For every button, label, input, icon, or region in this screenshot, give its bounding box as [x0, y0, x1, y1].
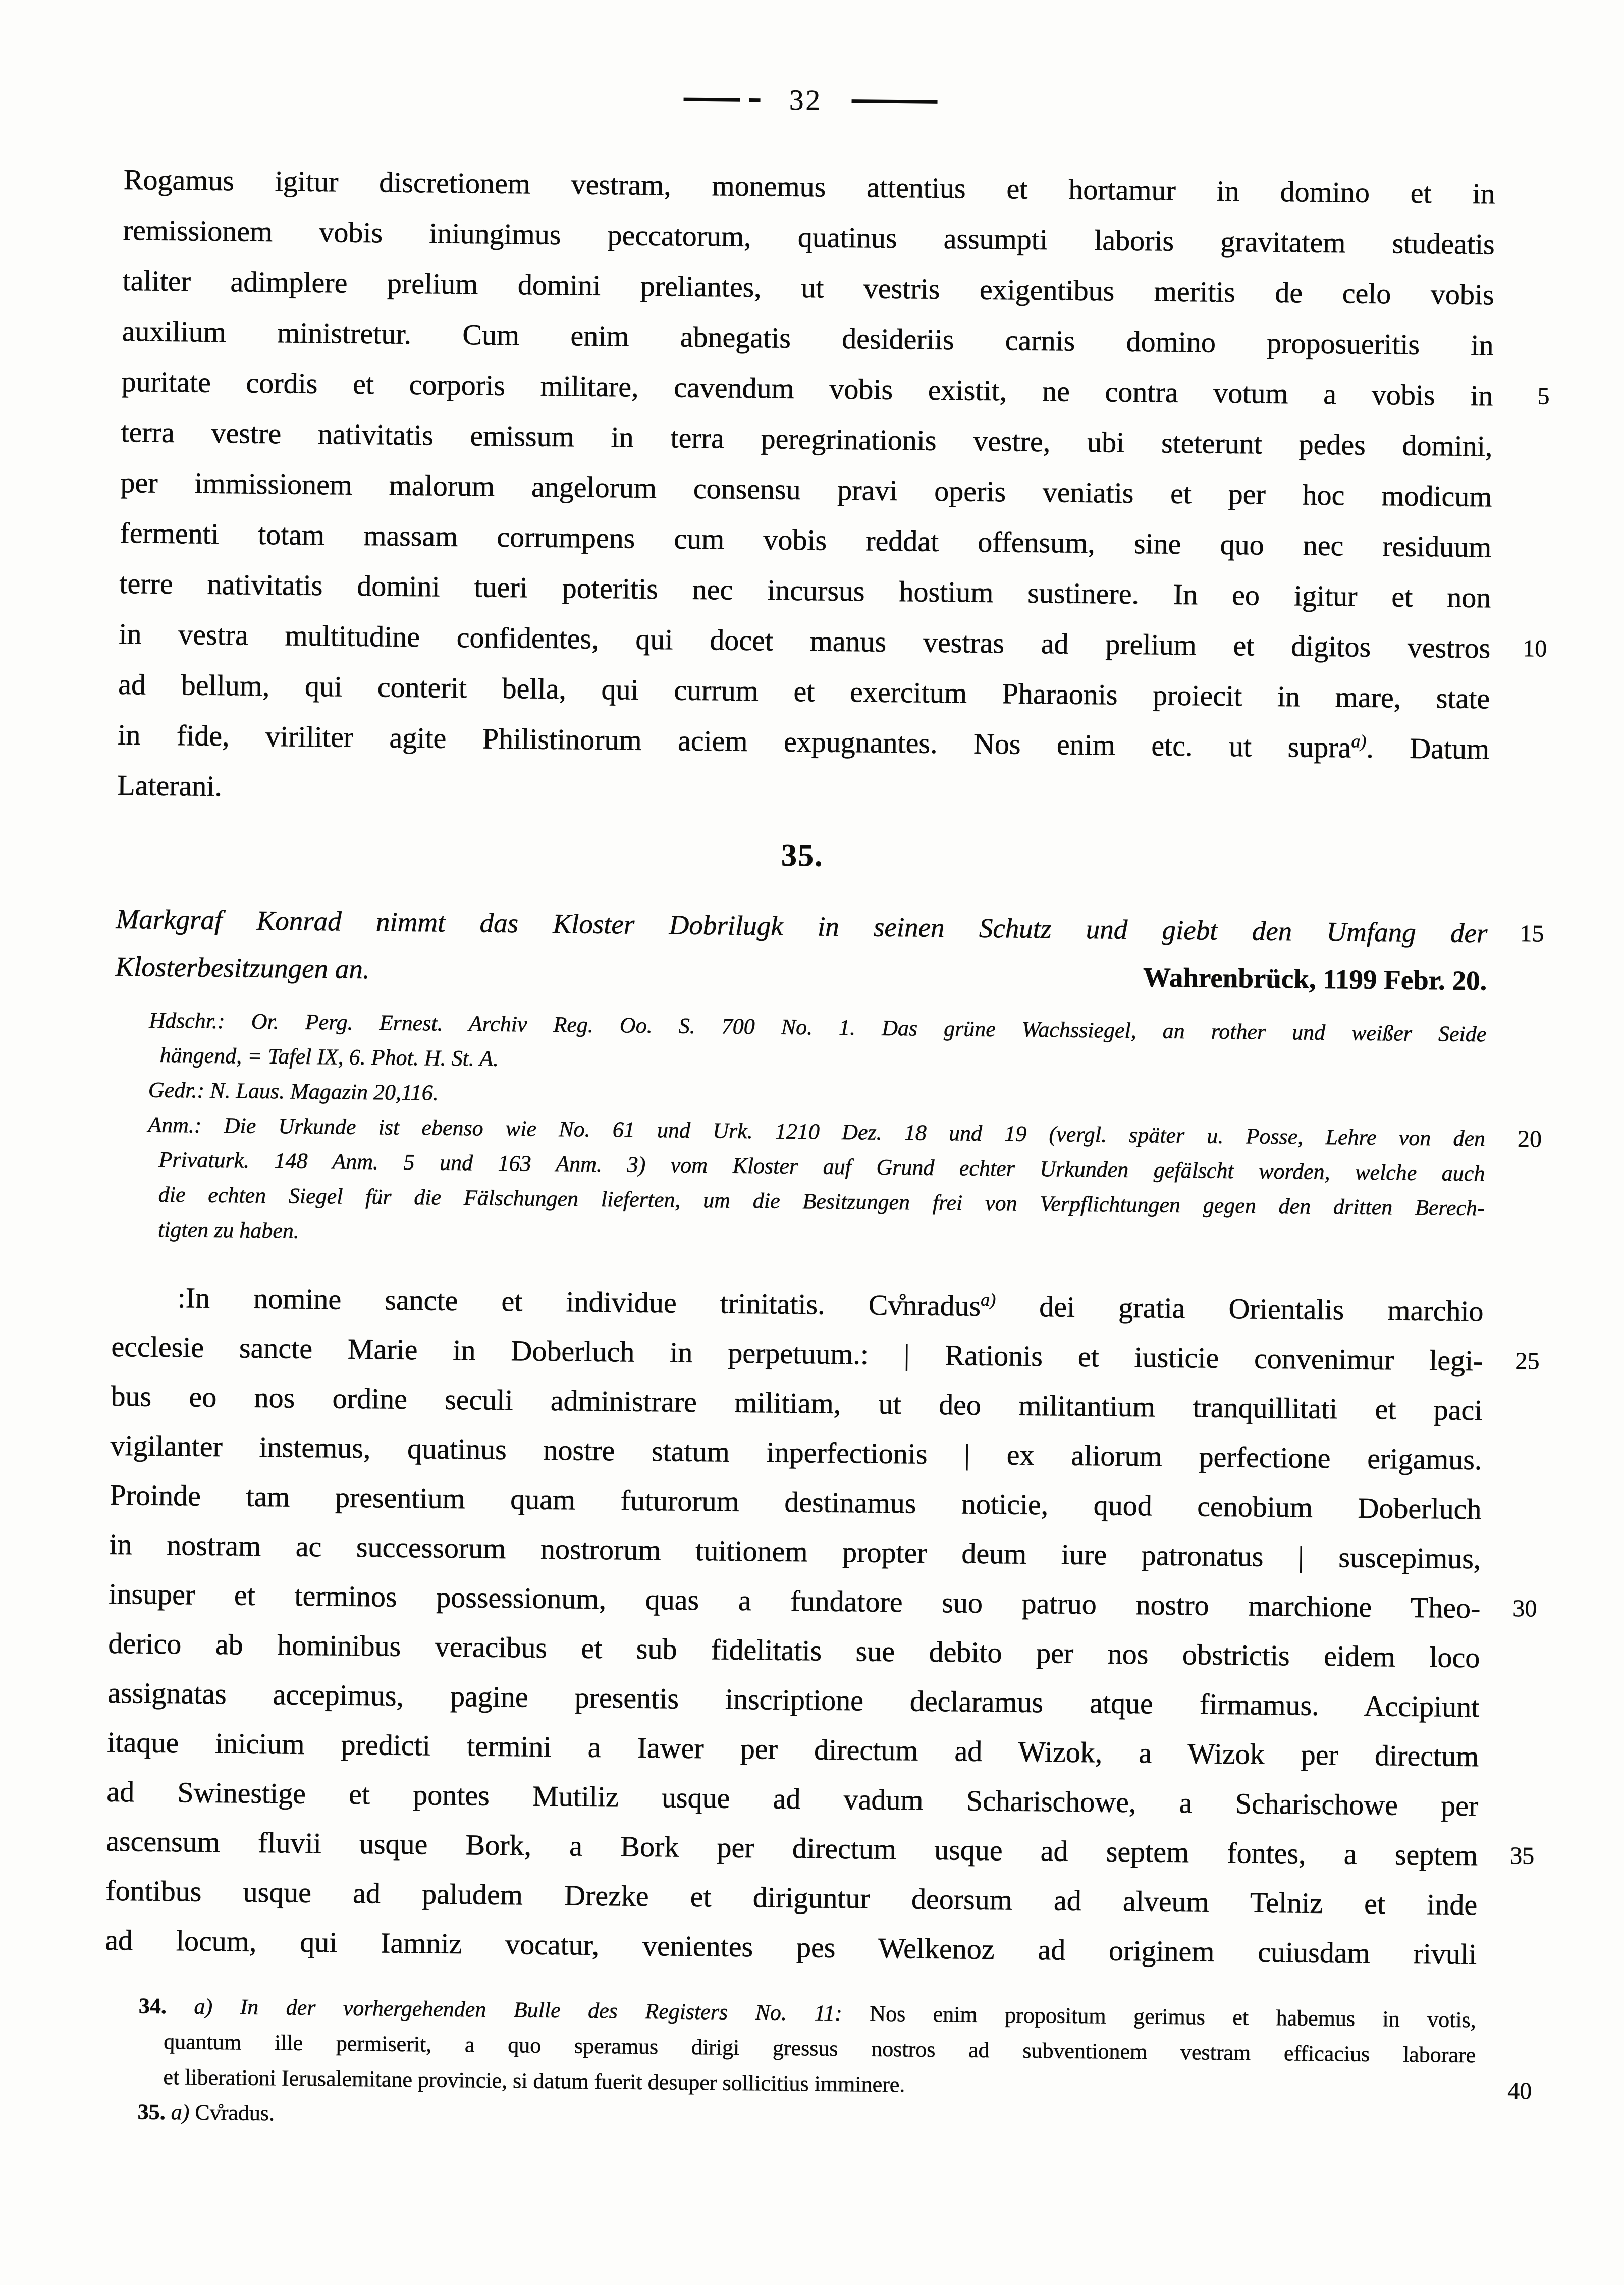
text-segment: :In nomine sancte et individue trinitatis. Cv̊nradus	[177, 1281, 981, 1322]
text-segment: bus eo nos ordine seculi administrare militiam, ut deo militantium tranquillitati et paci	[111, 1379, 1483, 1427]
entry-summary	[115, 895, 1544, 1004]
margin-line-number: 40	[1507, 2077, 1532, 2105]
text-segment: ascensum fluvii usque Bork, a Bork per directum usque ad septem fontes, a septem	[106, 1824, 1478, 1872]
source-notes	[147, 1003, 1542, 1261]
header-rule-right	[851, 99, 937, 104]
margin-line-number: 15	[1520, 920, 1544, 947]
footnotes	[137, 1989, 1532, 2144]
text-segment: Laterani.	[117, 768, 223, 803]
text-segment: Klosterbesitzungen an.	[115, 950, 370, 985]
text-segment: fermenti totam massam corrumpens cum vobis reddat offensum, sine quo nec residuum	[120, 516, 1492, 564]
text-segment: in nostram ac successorum nostrorum tuitionem propter deum iure patronatus | suscepimus,	[109, 1527, 1481, 1575]
text-segment: insuper et terminos possessionum, quas a fundatore suo patruo nostro marchione Theo-	[109, 1577, 1481, 1625]
margin-line-number: 25	[1515, 1347, 1540, 1375]
header-rule-left	[683, 97, 740, 101]
text-segment: Cv̊radus.	[195, 2100, 275, 2126]
text-segment: auxilium ministretur. Cum enim abnegatis desideriis carnis domino proposueritis in	[122, 314, 1494, 362]
text-segment: die echten Siegel für die Fälschungen lieferten, um die Besitzungen frei von Verpflichtungen gegen den dritten Berech-	[158, 1182, 1485, 1221]
text-segment: ad Swinestige et pontes Mutiliz usque ad vadum Scharischowe, a Scharischowe per	[106, 1775, 1479, 1823]
text-segment: Anm.: Die Urkunde ist ebenso wie No. 61 und Urk. 1210 Dez. 18 und 19 (vergl. später u. Posse, Lehre von den	[147, 1112, 1486, 1151]
text-segment: dei gratia Orientalis marchio	[995, 1290, 1484, 1328]
page-number: 32	[789, 84, 823, 117]
text-segment: a) In der vorhergehenden Bulle des Registers No. 11:	[194, 1994, 870, 2026]
margin-line-number: 35	[1509, 1842, 1535, 1870]
text-segment: ecclesie sancte Marie in Doberluch in perpetuum.: | Rationis et iusticie convenimur legi-	[111, 1330, 1483, 1377]
header-rule-left-tick	[749, 98, 760, 101]
text-segment: terre nativitatis domini tueri poteritis nec incursus hostium sustinere. In eo igitur et non	[119, 566, 1491, 614]
text-segment: vigilanter instemus, quatinus nostre statum inperfectionis | ex aliorum perfectione erigamus.	[110, 1428, 1482, 1476]
margin-line-number: 5	[1537, 383, 1550, 410]
text-segment: tigten zu haben.	[157, 1216, 300, 1243]
text-segment: in fide, viriliter agite Philistinorum aciem expugnantes. Nos enim etc. ut supra	[117, 718, 1351, 764]
text-segment: fontibus usque ad paludem Drezke et diriguntur deorsum ad alveum Telniz et inde	[105, 1874, 1478, 1922]
text-segment: a)	[171, 2100, 195, 2125]
entry-heading: 35.	[781, 838, 824, 873]
text-segment: Proinde tam presentium quam futurorum destinamus noticie, quod cenobium Doberluch	[110, 1478, 1482, 1526]
text-segment: puritate cordis et corporis militare, cavendum vobis existit, ne contra votum a vobis in	[121, 364, 1493, 412]
text-segment: ad locum, qui Iamniz vocatur, venientes pes Welkenoz ad originem cuiusdam rivuli	[104, 1923, 1477, 1971]
text-segment: hängend, = Tafel IX, 6. Phot. H. St. A.	[159, 1042, 499, 1071]
text-segment: remissionem vobis iniungimus peccatorum, quatinus assumpti laboris gravitatem studeatis	[123, 213, 1495, 261]
text-segment: assignatas accepimus, pagine presentis inscriptione declaramus atque firmamus. Accipiunt	[107, 1676, 1480, 1724]
continuation-paragraph	[117, 154, 1550, 825]
text-segment: derico ab hominibus veracibus et sub fidelitatis sue debito per nos obstrictis eidem loco	[108, 1626, 1480, 1674]
margin-line-number: 20	[1517, 1126, 1542, 1153]
text-segment: quantum ille permiserit, a quo speramus dirigi gressus nostros ad subventionem vestram efficacius laborare	[163, 2029, 1476, 2068]
text-segment: et liberationi Ierusalemitane provincie, si datum fuerit desuper sollicitius imminere.	[163, 2064, 905, 2097]
text-segment: a)	[981, 1289, 996, 1310]
text-segment: Rogamus igitur discretionem vestram, monemus attentius et hortamur in domino et in	[123, 163, 1496, 210]
text-segment: terra vestre nativitatis emissum in terra peregrinationis vestre, ubi steterunt pedes domini,	[121, 415, 1493, 463]
text-segment: 35.	[137, 2099, 172, 2125]
page-header	[124, 76, 1496, 125]
text-segment: per immissionem malorum angelorum consensu pravi operis veniatis et per hoc modicum	[120, 465, 1492, 513]
margin-line-number: 30	[1512, 1595, 1537, 1622]
text-segment: Nos enim propositum gerimus et habemus in votis,	[870, 2001, 1477, 2033]
text-segment: . Datum	[1366, 731, 1490, 766]
text-segment: itaque inicium predicti termini a Iawer per directum ad Wizok, a Wizok per directum	[107, 1725, 1479, 1773]
text-segment: Markgraf Konrad nimmt das Kloster Dobrilugk in seinen Schutz und giebt den Umfang der	[116, 903, 1488, 949]
charter-text	[104, 1272, 1540, 1979]
text-segment: Wahrenbrück, 1199 Febr. 20.	[1143, 962, 1487, 996]
text-segment: Hdschr.: Or. Perg. Ernest. Archiv Reg. Oo. S. 700 No. 1. Das grüne Wachssiegel, an rother und weißer Seide	[149, 1007, 1487, 1047]
page-content	[103, 76, 1550, 2144]
margin-line-number: 10	[1522, 635, 1547, 662]
text-segment: a)	[1351, 731, 1367, 752]
text-segment: Privaturk. 148 Anm. 5 und 163 Anm. 3) vom Kloster auf Grund echter Urkunden gefälscht worden, welche auch	[158, 1147, 1485, 1186]
text-segment: 34.	[138, 1993, 194, 2019]
text-segment: in vestra multitudine confidentes, qui docet manus vestras ad prelium et digitos vestros	[119, 617, 1491, 665]
text-segment: ad bellum, qui conterit bella, qui currum et exercitum Pharaonis proiecit in mare, state	[118, 667, 1490, 715]
text-segment: Gedr.: N. Laus. Magazin 20,116.	[148, 1077, 439, 1105]
text-segment: taliter adimplere prelium domini preliantes, ut vestris exigentibus meritis de celo vobis	[122, 263, 1494, 311]
